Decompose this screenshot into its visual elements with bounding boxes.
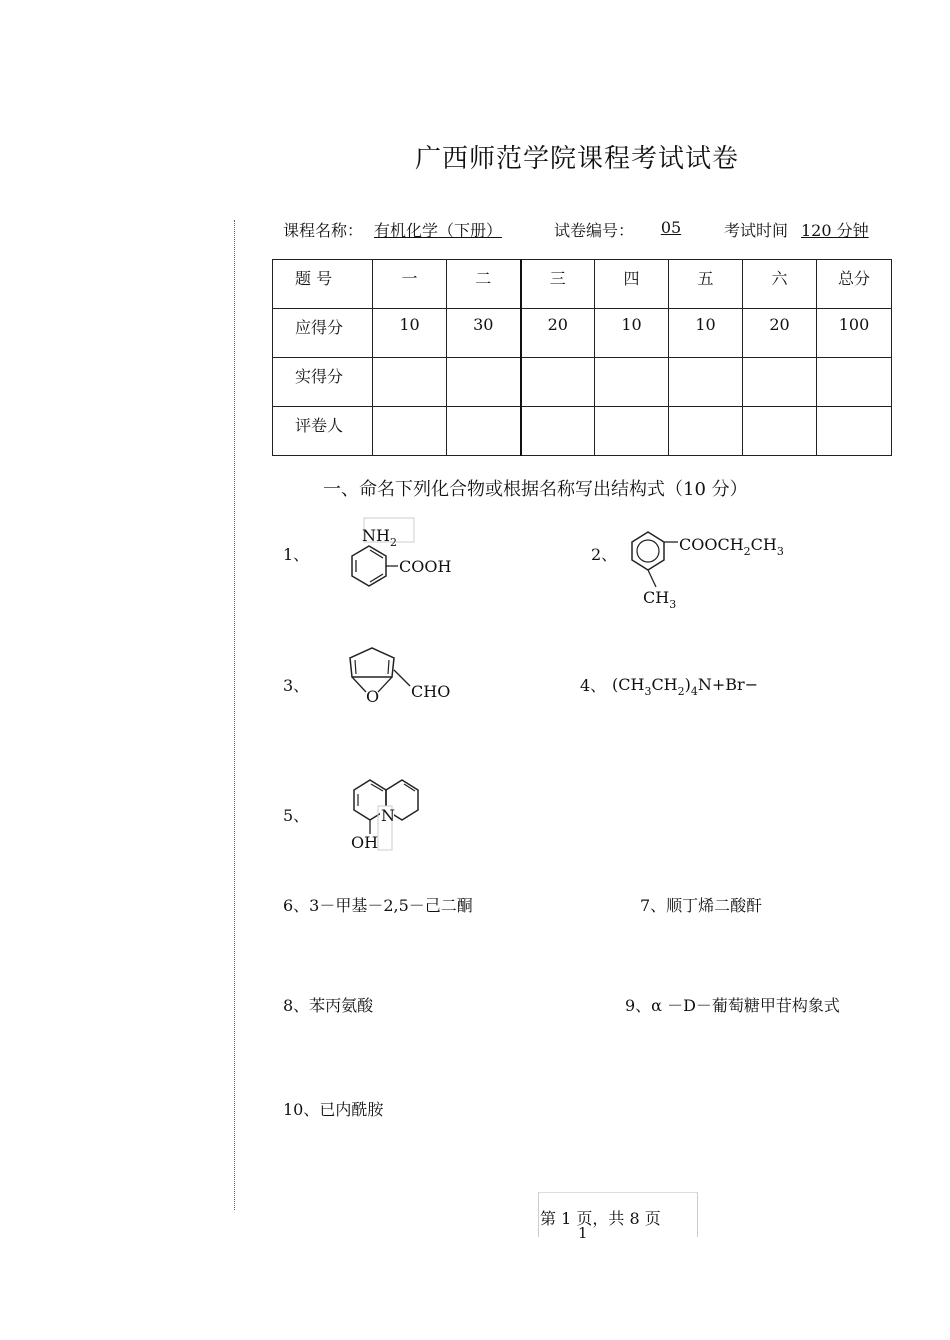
table-cell: 一 bbox=[373, 260, 447, 309]
table-cell: 20 bbox=[521, 309, 595, 358]
question-6: 6、3－甲基－2,5－己二酮 bbox=[283, 896, 473, 915]
table-cell: 题 号 bbox=[273, 260, 373, 309]
paper-value: 05 bbox=[660, 218, 682, 237]
table-cell: 四 bbox=[595, 260, 669, 309]
time-value: 120 分钟 bbox=[801, 221, 869, 240]
formula-part: N+Br− bbox=[697, 675, 759, 694]
table-cell: 六 bbox=[743, 260, 817, 309]
ester-tail: CH bbox=[750, 535, 777, 554]
amino-label: NH bbox=[362, 526, 390, 545]
exam-title: 广西师范学院课程考试试卷 bbox=[415, 144, 740, 174]
question-10: 10、已内酰胺 bbox=[283, 1100, 384, 1119]
course-value: 有机化学（下册） bbox=[374, 221, 503, 240]
table-cell: 30 bbox=[447, 309, 521, 358]
ester-tail-subscript: 3 bbox=[776, 545, 784, 558]
question-9: 9、α －D－葡萄糖甲苷构象式 bbox=[625, 996, 840, 1015]
table-cell: 总分 bbox=[817, 260, 892, 309]
benzene-ring bbox=[352, 546, 386, 586]
svg-text:NH2 bbox=[362, 526, 397, 549]
ester-label: COOCH bbox=[679, 535, 744, 554]
table-cell: 10 bbox=[595, 309, 669, 358]
methyl-subscript: 3 bbox=[669, 598, 677, 611]
page-number: 1 bbox=[578, 1224, 588, 1242]
formula-sub: 3 bbox=[644, 685, 652, 698]
table-cell: 20 bbox=[743, 309, 817, 358]
question-number: 4、 bbox=[580, 676, 607, 695]
svg-text:CH3 bbox=[643, 588, 676, 611]
question-number: 1、 bbox=[283, 545, 310, 564]
table-cell: 10 bbox=[669, 309, 743, 358]
carboxyl-label: COOH bbox=[399, 557, 452, 576]
table-cell: 二 bbox=[447, 260, 521, 309]
furan-oxygen: O bbox=[366, 687, 380, 706]
question-8: 8、苯丙氨酸 bbox=[283, 996, 374, 1015]
table-cell: 三 bbox=[521, 260, 595, 309]
svg-text:(CH3CH2)4N+Br− bbox=[612, 675, 758, 698]
course-label: 课程名称： bbox=[283, 221, 364, 240]
aldehyde-label: CHO bbox=[411, 682, 451, 701]
question-number: 2、 bbox=[591, 545, 618, 564]
formula-part: (CH bbox=[612, 675, 645, 694]
question-7: 7、顺丁烯二酸酐 bbox=[640, 896, 763, 915]
svg-text:COOCH2CH3 bbox=[679, 535, 784, 558]
amino-subscript: 2 bbox=[389, 536, 397, 549]
table-cell: 评卷人 bbox=[273, 407, 373, 456]
formula-sub: 4 bbox=[690, 685, 698, 698]
methyl-label: CH bbox=[643, 588, 670, 607]
formula-part: ) bbox=[684, 675, 691, 694]
page-indicator: 第 1 页，共 8 页 bbox=[540, 1209, 661, 1228]
table-cell: 100 bbox=[817, 309, 892, 358]
table-cell: 10 bbox=[373, 309, 447, 358]
paper-label: 试卷编号： bbox=[554, 221, 635, 240]
quinoline-nitrogen: N bbox=[381, 806, 395, 825]
table-cell: 应得分 bbox=[273, 309, 373, 358]
table-cell: 实得分 bbox=[273, 358, 373, 407]
furan-ring bbox=[350, 648, 394, 677]
ester-subscript: 2 bbox=[743, 545, 751, 558]
hydroxyl-label: OH bbox=[351, 833, 379, 852]
question-number: 3、 bbox=[283, 676, 310, 695]
table-cell: 五 bbox=[669, 260, 743, 309]
formula-sub: 2 bbox=[677, 685, 685, 698]
question-number: 5、 bbox=[283, 806, 310, 825]
formula-part: CH bbox=[651, 675, 678, 694]
section-one-title: 一、命名下列化合物或根据名称写出结构式（10 分） bbox=[323, 479, 748, 500]
aromatic-circle bbox=[637, 540, 659, 562]
time-label: 考试时间 bbox=[724, 221, 789, 240]
